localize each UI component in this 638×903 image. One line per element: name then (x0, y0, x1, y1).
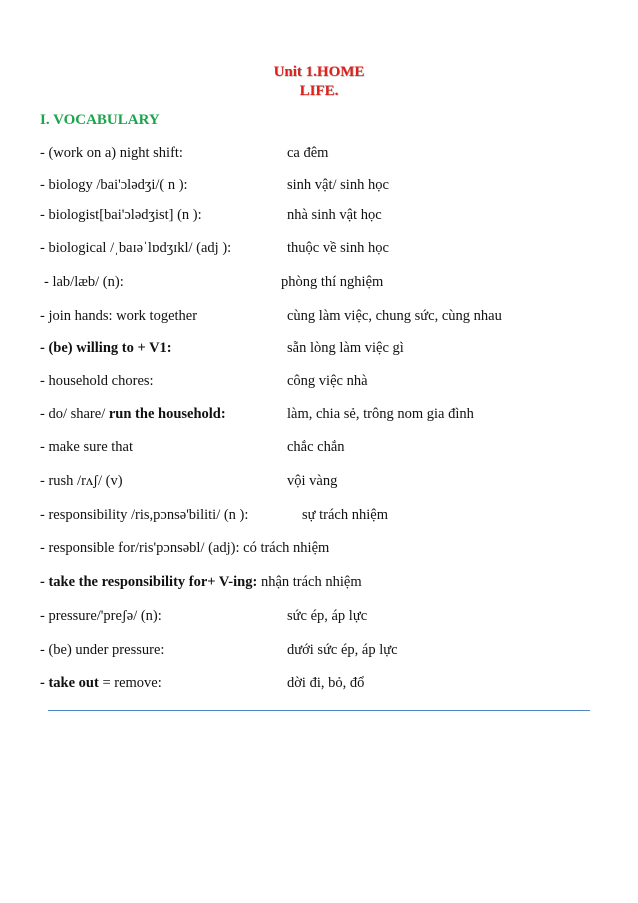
vocab-term (40, 404, 226, 424)
vocab-term: - biology /bai'ɔlədʒi/( n ): (40, 177, 188, 193)
vocab-row-inline (0, 572, 638, 592)
vocab-meaning: phòng thí nghiệm (281, 274, 384, 290)
vocab-term: - (be) under pressure: (40, 642, 165, 658)
vocab-term: - rush /rʌʃ/ (v) (40, 473, 123, 489)
vocab-row (0, 505, 638, 525)
vocab-inline-text: - responsible for/ris'pɔnsəbl/ (adj): có trách nhiệm (40, 540, 330, 556)
vocab-term: - biologist[bai'ɔlədʒist] (n ): (40, 207, 202, 223)
vocab-meaning: sinh vật/ sinh học (287, 177, 389, 193)
vocab-meaning: nhận trách nhiệm (257, 574, 362, 590)
vocab-row (0, 471, 638, 491)
vocab-row (0, 404, 638, 424)
vocab-row (0, 606, 638, 626)
vocab-term-bold: - take out (40, 675, 99, 691)
vocab-term: - biological /ˌbaɪəˈlɒdʒɪkl/ (adj ): (40, 240, 232, 256)
vocab-row-inline (0, 538, 638, 558)
vocab-term: - lab/læb/ (n): (44, 274, 124, 290)
vocab-term-rest: = remove: (98, 675, 162, 691)
vocab-row (0, 143, 638, 163)
vocab-meaning: dưới sức ép, áp lực (287, 642, 398, 658)
vocab-meaning: vội vàng (287, 473, 338, 489)
vocab-inline-text (40, 572, 362, 592)
vocab-term-bold: - take the responsibility for+ V-ing: (40, 574, 258, 590)
vocab-term-prefix: - do/ share/ (40, 406, 109, 422)
vocab-meaning: thuộc về sinh học (287, 240, 389, 256)
document-title (0, 63, 638, 101)
vocab-meaning: ca đêm (287, 145, 329, 161)
vocab-row (0, 272, 638, 292)
vocab-row (0, 306, 638, 326)
vocab-meaning: công việc nhà (287, 373, 368, 389)
title-line-1: Unit 1.HOME (273, 64, 365, 80)
vocab-term (40, 673, 162, 693)
vocab-term: - join hands: work together (40, 308, 198, 324)
vocab-row (0, 640, 638, 660)
vocab-meaning: nhà sinh vật học (287, 207, 382, 223)
vocab-meaning: làm, chia sẻ, trông nom gia đình (287, 406, 474, 422)
vocab-row (0, 205, 638, 225)
horizontal-rule (48, 710, 590, 711)
vocab-row (0, 175, 638, 195)
vocab-term-bold: run the household: (108, 406, 226, 422)
vocab-meaning: sẵn lòng làm việc gì (287, 340, 404, 356)
vocab-row (0, 437, 638, 457)
vocab-row (0, 238, 638, 258)
vocab-term: - make sure that (40, 439, 134, 455)
title-line-2: LIFE. (299, 83, 339, 99)
vocab-meaning: chắc chắn (287, 439, 345, 455)
vocab-term: - (be) willing to + V1: (40, 340, 172, 356)
vocab-meaning: cùng làm việc, chung sức, cùng nhau (287, 308, 502, 324)
vocab-row (0, 673, 638, 693)
vocab-term: - pressure/'preʃə/ (n): (40, 608, 162, 624)
section-heading: I. VOCABULARY (40, 112, 160, 128)
vocab-row (0, 338, 638, 358)
vocab-meaning: dời đi, bỏ, đổ (287, 675, 365, 691)
vocab-row (0, 371, 638, 391)
vocab-term: - responsibility /ris,pɔnsə'biliti/ (n ): (40, 507, 249, 523)
vocab-meaning: sự trách nhiệm (302, 507, 388, 523)
vocab-term: - (work on a) night shift: (40, 145, 183, 161)
vocab-term: - household chores: (40, 373, 154, 389)
vocab-meaning: sức ép, áp lực (287, 608, 368, 624)
